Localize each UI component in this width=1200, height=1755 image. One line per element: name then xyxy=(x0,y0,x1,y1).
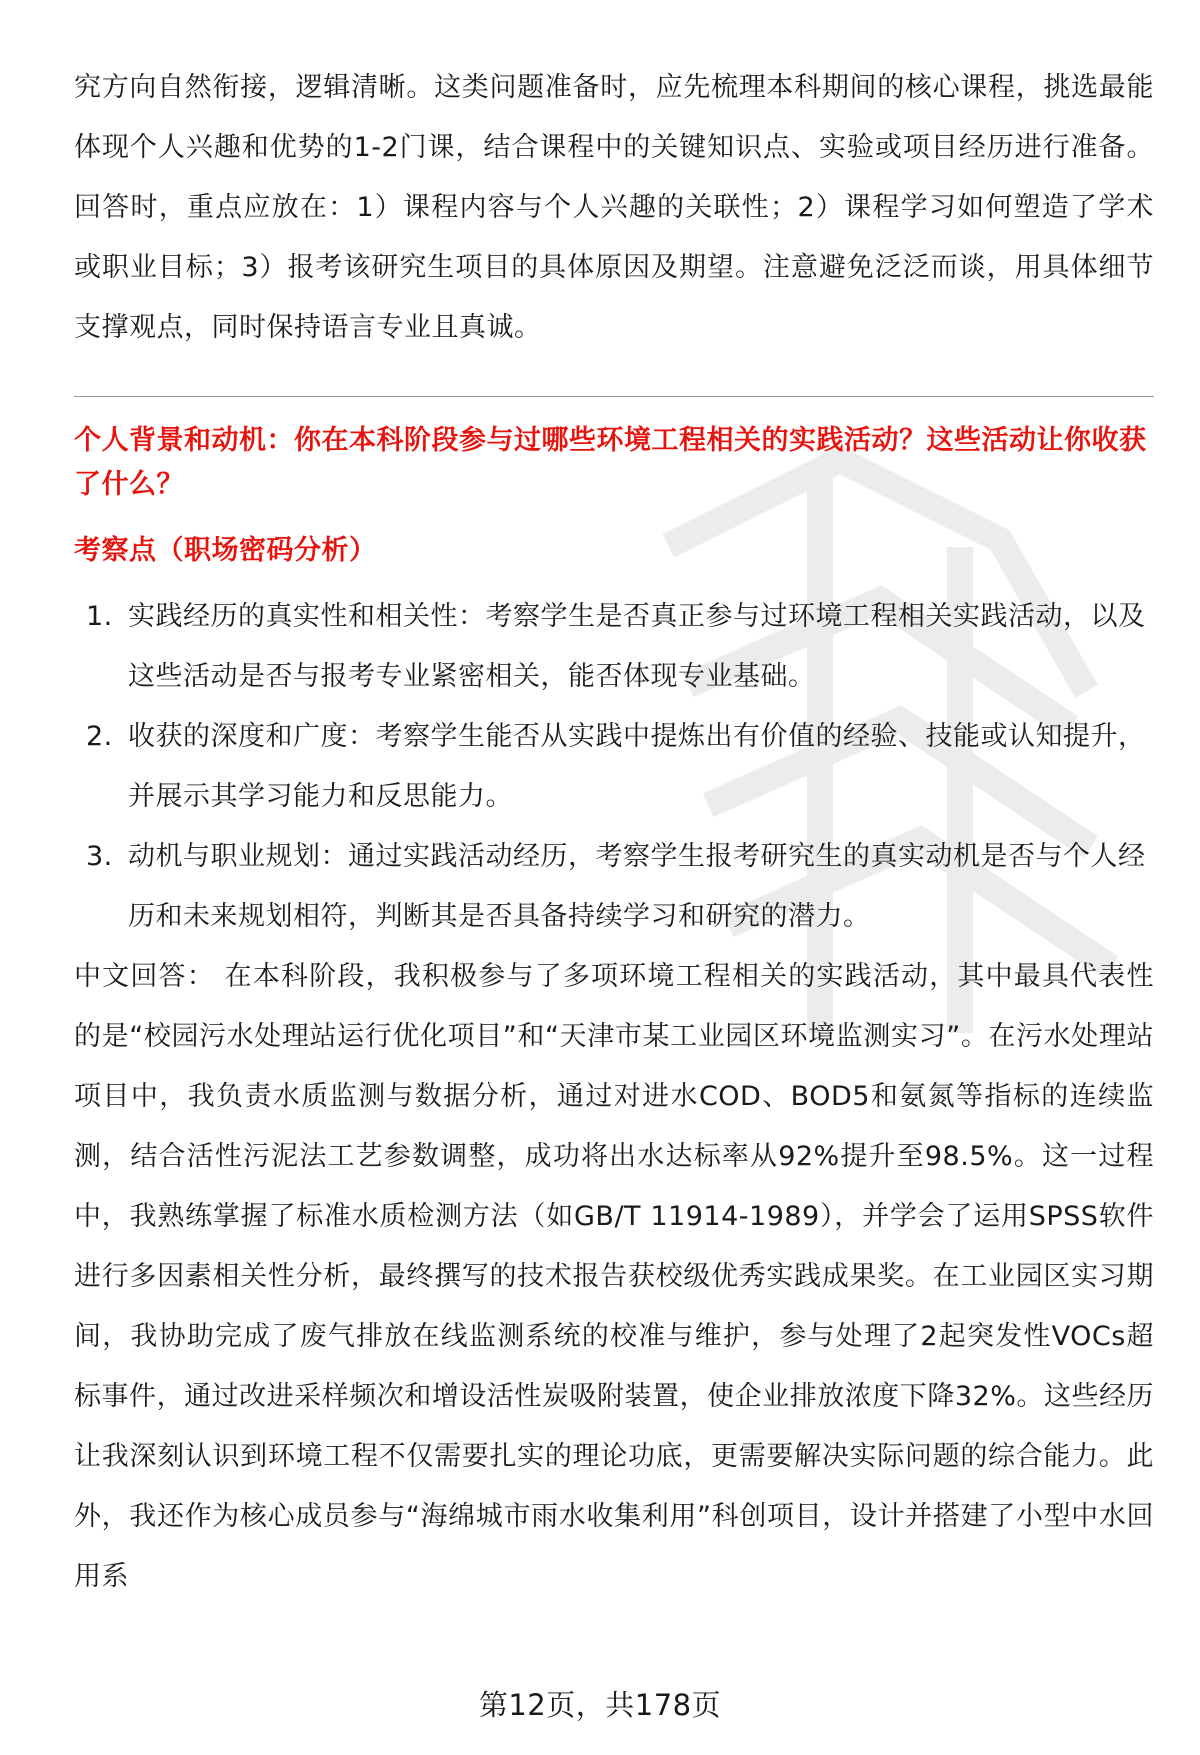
answer-paragraph: 中文回答： 在本科阶段，我积极参与了多项环境工程相关的实践活动，其中最具代表性的是“校园污水处理站运行优化项目”和“天津市某工业园区环境监测实习”。在污水处理站项目中，我负责水质监测与数据分析，通过对进水COD、BOD5和氨氮等指标的连续监测，结合活性污泥法工艺参数调整，成功将出水达标率从92%提升至98.5%。这一过程中，我熟练掌握了标准水质检测方法（如GB/T 11914-1989），并学会了运用SPSS软件进行多因素相关性分析，最终撰写的技术报告获校级优秀实践成果奖。在工业园区实习期间，我协助完成了废气排放在线监测系统的校准与维护，参与处理了2起突发性VOCs超标事件，通过改进采样频次和增设活性炭吸附装置，使企业排放浓度下降32%。这些经历让我深刻认识到环境工程不仅需要扎实的理论功底，更需要解决实际问题的综合能力。此外，我还作为核心成员参与“海绵城市雨水收集利用”科创项目，设计并搭建了小型中水回用系 xyxy=(74,961,1154,1592)
assessment-points-list xyxy=(74,587,1154,947)
list-item-number: 2. xyxy=(86,721,113,752)
list-item-text: 收获的深度和广度：考察学生能否从实践中提炼出有价值的经验、技能或认知提升，并展示其学习能力和反思能力。 xyxy=(128,721,1146,812)
list-item-number: 1. xyxy=(86,601,113,632)
section-divider xyxy=(74,396,1154,397)
list-item-text: 动机与职业规划：通过实践活动经历，考察学生报考研究生的真实动机是否与个人经历和未来规划相符，判断其是否具备持续学习和研究的潜力。 xyxy=(128,841,1146,932)
page-number-footer: 第12页，共178页 xyxy=(478,1688,722,1722)
list-item xyxy=(74,827,1154,947)
list-item xyxy=(74,707,1154,827)
intro-paragraph: 究方向自然衔接，逻辑清晰。这类问题准备时，应先梳理本科期间的核心课程，挑选最能体现个人兴趣和优势的1-2门课，结合课程中的关键知识点、实验或项目经历进行准备。回答时，重点应放在：1）课程内容与个人兴趣的关联性；2）课程学习如何塑造了学术或职业目标；3）报考该研究生项目的具体原因及期望。注意避免泛泛而谈，用具体细节支撑观点，同时保持语言专业且真诚。 xyxy=(74,72,1154,343)
list-item xyxy=(74,587,1154,707)
list-item-text: 实践经历的真实性和相关性：考察学生是否真正参与过环境工程相关实践活动，以及这些活动是否与报考专业紧密相关，能否体现专业基础。 xyxy=(128,601,1146,692)
question-heading: 个人背景和动机：你在本科阶段参与过哪些环境工程相关的实践活动？这些活动让你收获了什么？ xyxy=(74,425,1147,500)
section-title: 考察点（职场密码分析） xyxy=(74,535,377,566)
list-item-number: 3. xyxy=(86,841,113,872)
